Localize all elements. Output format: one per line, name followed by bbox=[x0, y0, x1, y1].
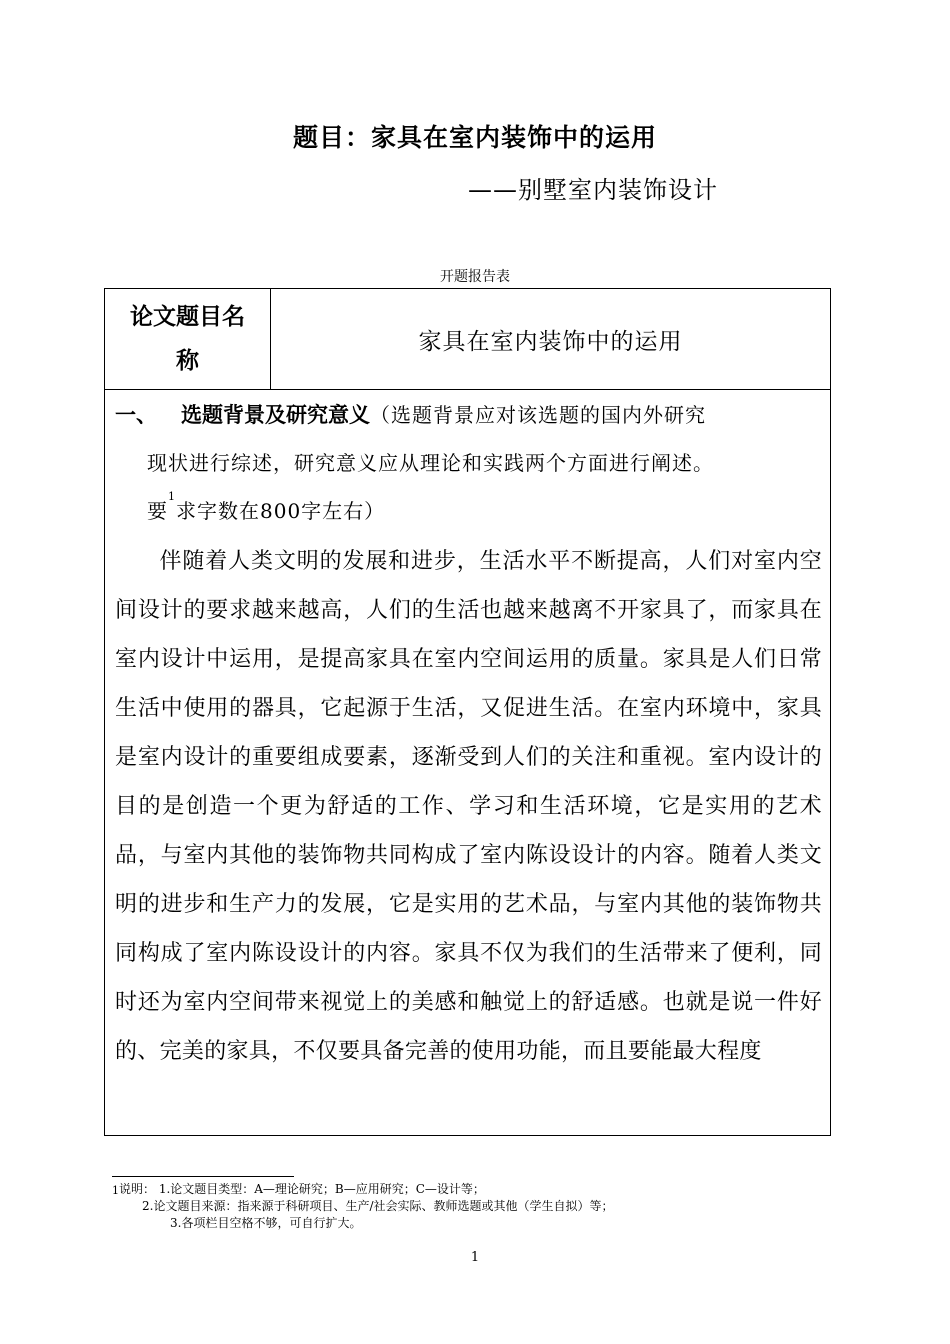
footnote-line2: 2.论文题目来源：指来源于科研项目、生产/社会实际、教师选题或其他（学生自拟）等； bbox=[142, 1199, 614, 1213]
thesis-title-row bbox=[105, 289, 830, 390]
thesis-title-label-line2: 称 bbox=[176, 348, 199, 374]
section-body-text: 伴随着人类文明的发展和进步，生活水平不断提高，人们对室内空间设计的要求越来越高，人们的生活也越来越离不开家具了，而家具在室内设计中运用，是提高家具在室内空间运用的质量。家具是人们日常生活中使用的器具，它起源于生活，又促进生活。在室内环境中，家具是室内设计的重要组成要素，逐渐受到人们的关注和重视。室内设计的目的是创造一个更为舒适的工作、学习和生活环境，它是实用的艺术品，与室内其他的装饰物共同构成了室内陈设设计的内容。随着人类文明的进步和生产力的发展，它是实用的艺术品，与室内其他的装饰物共同构成了室内陈设设计的内容。家具不仅为我们的生活带来了便利，同时还为室内空间带来视觉上的美感和触觉上的舒适感。也就是说一件好的、完美的家具，不仅要具备完善的使用功能，而且要能最大程度 bbox=[115, 549, 822, 1064]
section-body-paragraph bbox=[115, 537, 822, 1076]
thesis-title-label bbox=[105, 289, 271, 389]
footnote-line3: 3.各项栏目空格不够，可自行扩大。 bbox=[170, 1216, 362, 1230]
footnotes bbox=[112, 1181, 614, 1232]
thesis-title-label-line1: 论文题目名 bbox=[130, 304, 245, 330]
footnote-divider bbox=[112, 1176, 294, 1177]
page-number: 1 bbox=[470, 1250, 480, 1265]
section-number: 一、 bbox=[115, 403, 157, 427]
footnote-line1-text: 说明： 1.论文题目类型：A—理论研究；B—应用研究；C—设计等； bbox=[119, 1182, 485, 1196]
section-hint-part3b: 求字数在800字左右） bbox=[176, 499, 386, 523]
footnote-mark: 1 bbox=[112, 1184, 119, 1197]
footnote-line1 bbox=[112, 1181, 614, 1198]
section-heading-line bbox=[115, 391, 822, 439]
document-title: 题目：家具在室内装饰中的运用 bbox=[292, 123, 657, 152]
section-hint-part3a: 要 bbox=[147, 499, 168, 523]
section-hint-line2: 现状进行综述，研究意义应从理论和实践两个方面进行阐述。 bbox=[147, 451, 714, 475]
footnote-reference: 1 bbox=[168, 490, 176, 503]
section-heading: 选题背景及研究意义 bbox=[181, 403, 370, 427]
section-hint-line3 bbox=[115, 487, 822, 535]
table-caption: 开题报告表 bbox=[440, 269, 510, 285]
background-section bbox=[115, 391, 822, 1076]
document-subtitle: ——别墅室内装饰设计 bbox=[468, 176, 718, 204]
proposal-report-table bbox=[104, 288, 831, 1136]
thesis-title-value: 家具在室内装饰中的运用 bbox=[418, 328, 683, 355]
section-hint-part1: （选题背景应对该选题的国内外研究 bbox=[370, 403, 706, 427]
